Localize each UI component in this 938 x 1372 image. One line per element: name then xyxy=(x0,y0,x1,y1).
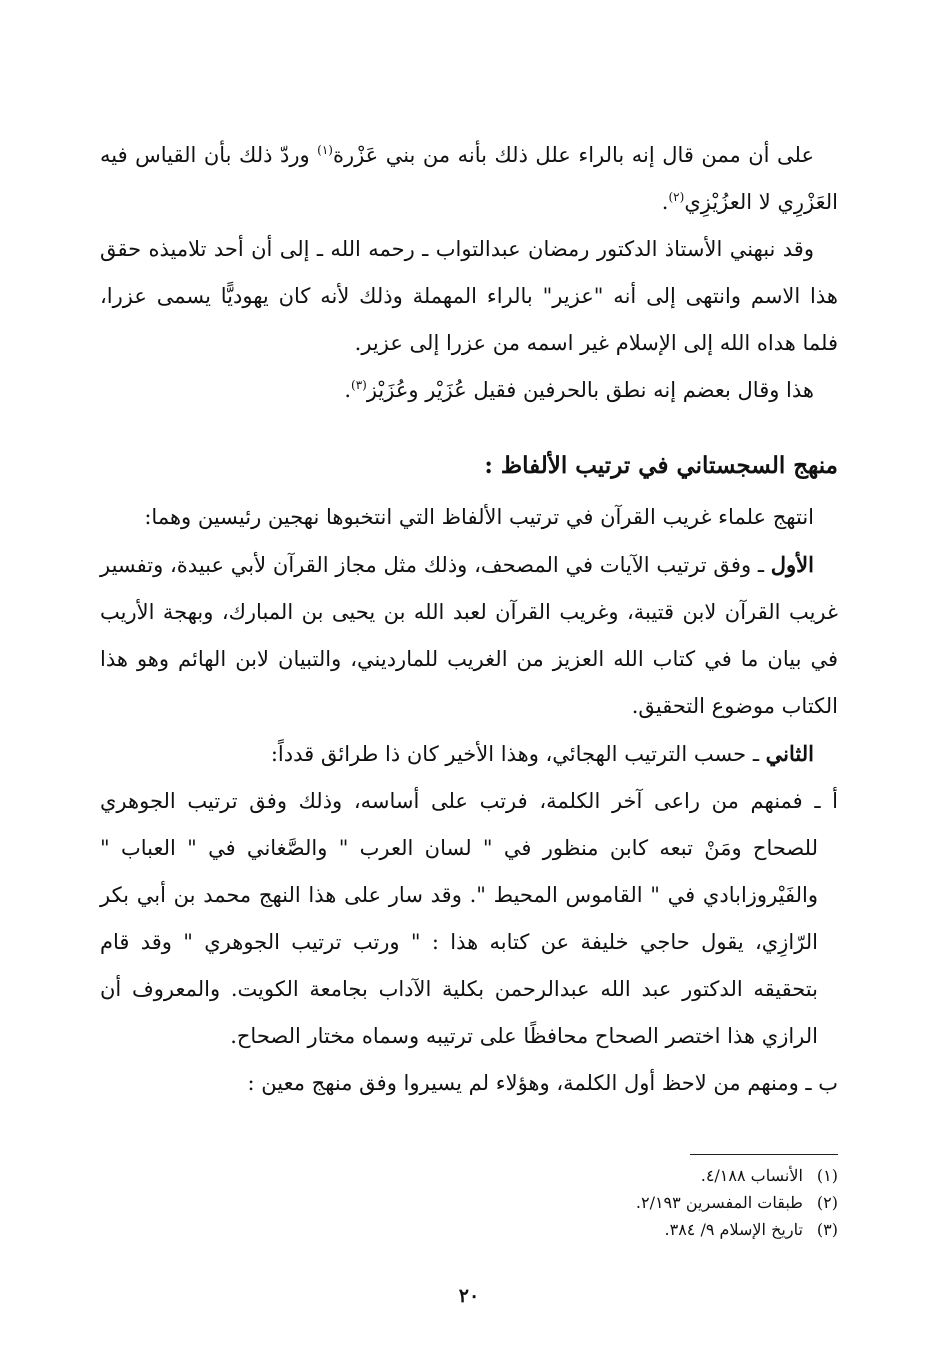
paragraph-6-text: ـ حسب الترتيب الهجائي، وهذا الأخير كان ذا طرائق قدداً: xyxy=(270,742,766,766)
footnote-3-number: (٣) xyxy=(816,1220,838,1239)
paragraph-3-text-a: هذا وقال بعضم إنه نطق بالحرفين فقيل عُزَيْر وعُزَيْز xyxy=(366,378,814,402)
paragraph-8: ب ـ ومنهم من لاحظ أول الكلمة، وهؤلاء لم يسيروا وفق منهج معين : xyxy=(247,1071,838,1095)
paragraph-7: أ ـ فمنهم من راعى آخر الكلمة، فرتب على أساسه، وذلك وفق ترتيب الجوهري للصحاح ومَنْ تبعه كابن منظور في " لسان العرب " والصَّغاني في " العباب " والفَيْروزابادي في " القاموس المحيط ". وقد سار على هذا النهج محمد بن أبي بكر الرّازِي، يقول حاجي خليفة عن كتابه هذا : " ورتب ترتيب الجوهري " وقد قام بتحقيقه الدكتور عبد الله عبدالرحمن بكلية الآداب بجامعة الكويت. والمعروف أن الرازي هذا اختصر الصحاح محافظًا على ترتيبه وسماه مختار الصحاح. xyxy=(100,789,838,1048)
paragraph-3 xyxy=(100,367,838,414)
footnote-ref-1: (١) xyxy=(317,143,333,157)
paragraph-4: انتهج علماء غريب القرآن في ترتيب الألفاظ التي انتخبوها نهجين رئيسين وهما: xyxy=(144,505,814,529)
footnote-2-text: طبقات المفسرين ٢/١٩٣. xyxy=(635,1193,803,1212)
paragraph-3-text-b: . xyxy=(344,378,352,402)
section-heading: منهج السجستاني في ترتيب الألفاظ : xyxy=(484,452,838,479)
footnotes xyxy=(636,1162,838,1243)
paragraph-1-text-a: على أن ممن قال إنه بالراء علل ذلك بأنه من بني عَزْرة xyxy=(332,143,815,167)
footnote-3 xyxy=(636,1216,838,1243)
paragraph-1-text-c: . xyxy=(661,190,669,214)
top-text-block xyxy=(100,132,838,414)
paragraph-5-lead: الأول xyxy=(770,552,814,577)
paragraph-1 xyxy=(100,132,838,226)
footnote-2-number: (٢) xyxy=(816,1193,838,1212)
paragraph-1-text-b: وردّ ذلك بأن القياس فيه العَزْرِي لا العزُيْزِي xyxy=(100,143,838,214)
footnote-1-text: الأنساب ٤/١٨٨. xyxy=(700,1166,803,1185)
footnote-1 xyxy=(636,1162,838,1189)
paragraph-6 xyxy=(100,730,838,778)
footnote-1-number: (١) xyxy=(816,1166,838,1185)
page-number: ٢٠ xyxy=(458,1285,480,1307)
bottom-text-block xyxy=(100,494,838,1107)
footnote-ref-2: (٢) xyxy=(668,190,685,204)
paragraph-5-text: ـ وفق ترتيب الآيات في المصحف، وذلك مثل مجاز القرآن لأبي عبيدة، وتفسير غريب القرآن لابن قتيبة، وغريب القرآن لعبد الله بن يحيى بن المبارك، وبهجة الأريب في بيان ما في كتاب الله العزيز من الغريب للمارديني، والتبيان لابن الهائم وهو هذا الكتاب موضوع التحقيق. xyxy=(100,553,838,718)
paragraph-2: وقد نبهني الأستاذ الدكتور رمضان عبدالتواب ـ رحمه الله ـ إلى أن أحد تلاميذه حقق هذا الاسم وانتهى إلى أنه "عزير" بالراء المهملة وذلك لأنه كان يهوديًّا يسمى عزرا، فلما هداه الله إلى الإسلام غير اسمه من عزرا إلى عزير. xyxy=(100,237,838,355)
paragraph-6-lead: الثاني xyxy=(765,741,814,766)
footnote-3-text: تاريخ الإسلام ٩/ ٣٨٤. xyxy=(664,1220,803,1239)
footnote-2 xyxy=(636,1189,838,1216)
paragraph-5 xyxy=(100,541,838,730)
footnote-separator xyxy=(690,1154,838,1155)
footnote-ref-3: (٣) xyxy=(351,378,367,392)
